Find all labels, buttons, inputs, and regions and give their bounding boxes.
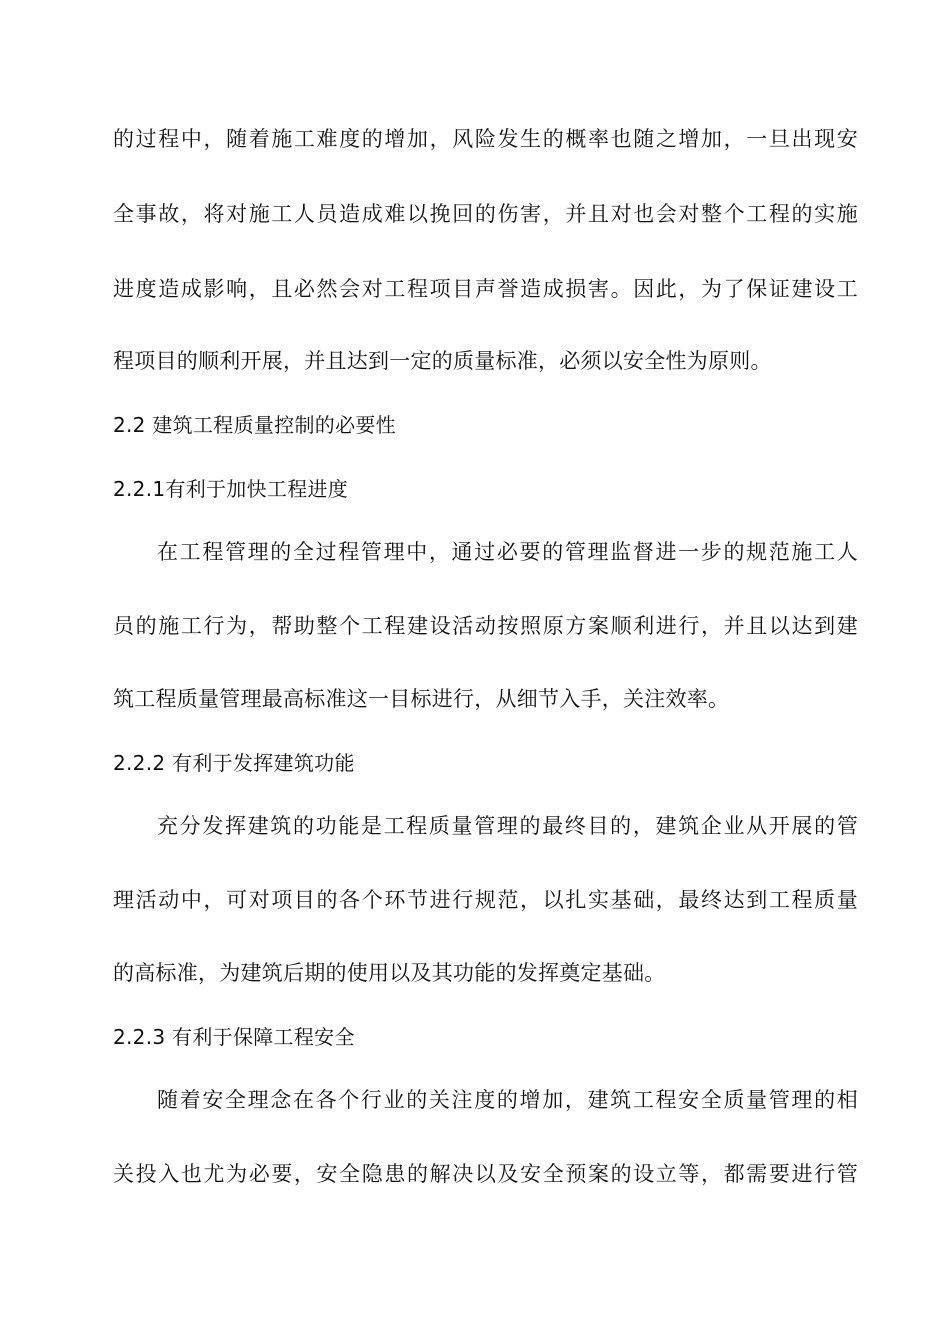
paragraph-line: 的高标准，为建筑后期的使用以及其功能的发挥奠定基础。 <box>113 961 666 985</box>
paragraph-line: 随着安全理念在各个行业的关注度的增加，建筑工程安全质量管理的相 <box>157 1088 858 1112</box>
paragraph-line: 理活动中，可对项目的各个环节进行规范，以扎实基础，最终达到工程质量 <box>113 888 858 912</box>
paragraph-line: 筑工程质量管理最高标准这一目标进行，从细节入手，关注效率。 <box>113 687 730 711</box>
paragraph-line: 充分发挥建筑的功能是工程质量管理的最终目的，建筑企业从开展的管 <box>157 814 858 838</box>
section-heading: 2.2 建筑工程质量控制的必要性 <box>113 413 396 437</box>
paragraph-line: 全事故，将对施工人员造成难以挽回的伤害，并且对也会对整个工程的实施 <box>113 202 858 226</box>
paragraph-line: 员的施工行为，帮助整个工程建设活动按照原方案顺利进行，并且以达到建 <box>113 614 858 638</box>
paragraph-line: 在工程管理的全过程管理中，通过必要的管理监督进一步的规范施工人 <box>157 540 858 564</box>
paragraph-line: 程项目的顺利开展，并且达到一定的质量标准，必须以安全性为原则。 <box>113 349 772 373</box>
paragraph-line: 的过程中，随着施工难度的增加，风险发生的概率也随之增加，一旦出现安 <box>113 127 858 151</box>
paragraph-line: 关投入也尤为必要，安全隐患的解决以及安全预案的设立等，都需要进行管 <box>113 1162 858 1186</box>
subsection-heading: 2.2.2 有利于发挥建筑功能 <box>113 751 355 775</box>
subsection-heading: 2.2.3 有利于保障工程安全 <box>113 1025 355 1049</box>
paragraph-line: 进度造成影响，且必然会对工程项目声誉造成损害。因此，为了保证建设工 <box>113 277 858 301</box>
subsection-heading: 2.2.1有利于加快工程进度 <box>113 477 349 501</box>
